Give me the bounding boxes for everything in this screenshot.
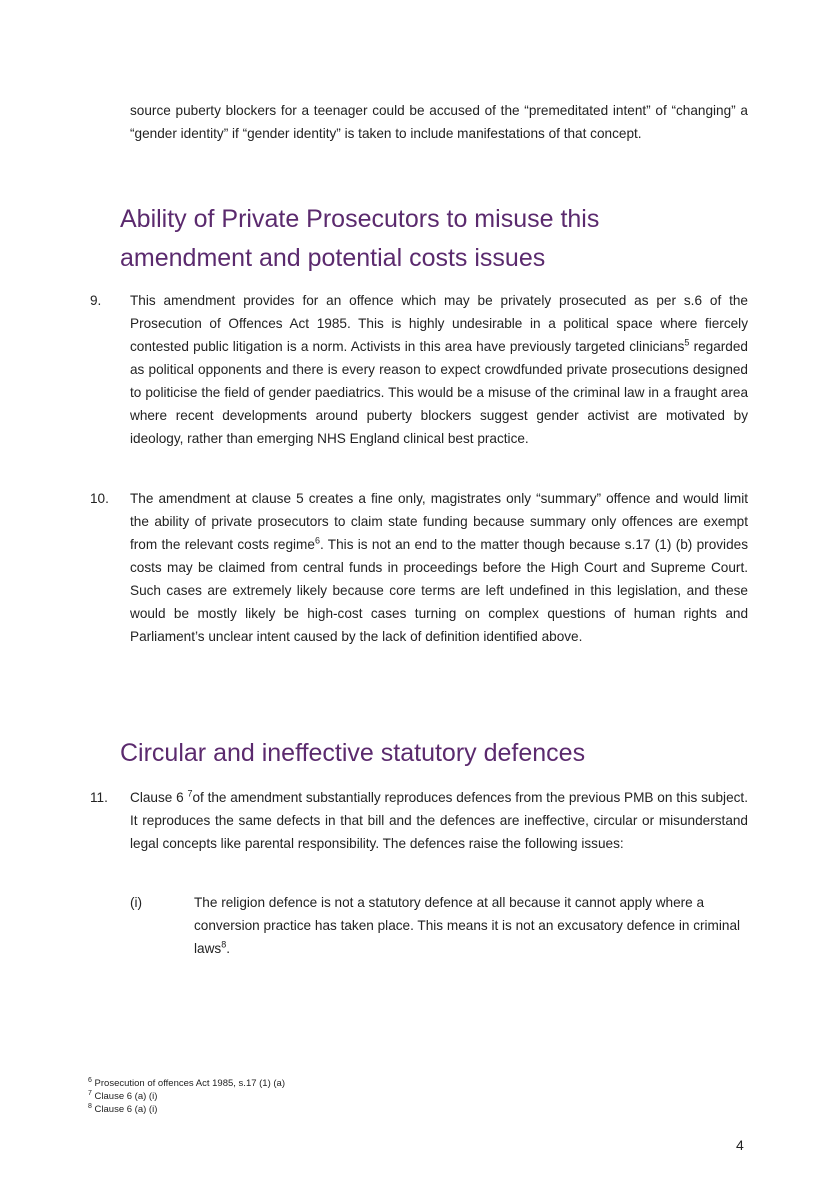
paragraph-number: 9. <box>90 293 102 308</box>
heading-line-1: Ability of Private Prosecutors to misuse this <box>120 205 600 233</box>
paragraph-text: Clause 6 <box>130 790 188 805</box>
sub-item-text: . <box>226 941 230 956</box>
intro-text: source puberty blockers for a teenager could be accused of the “premeditated intent” of “changing” a “gender identity” if “gender identity” is taken to include manifestations of that concept. <box>130 103 748 141</box>
intro-paragraph <box>130 99 748 145</box>
footnote-text: Clause 6 (a) (i) <box>91 1104 158 1115</box>
paragraph-10 <box>90 487 748 648</box>
footnote-reference[interactable]: 6 <box>314 535 320 546</box>
footnote-mark: 6 <box>88 1076 92 1084</box>
paragraph-body <box>130 289 748 450</box>
page-number: 4 <box>736 1137 744 1153</box>
footnote-text: Prosecution of offences Act 1985, s.17 (1) (a) <box>91 1078 286 1089</box>
footnote-reference[interactable]: 5 <box>684 337 690 348</box>
footnote-7 <box>88 1090 285 1103</box>
footnote-reference[interactable]: 8 <box>221 939 227 950</box>
sub-item-body <box>194 891 748 960</box>
sub-item-label: (i) <box>130 895 143 910</box>
section-heading-private-prosecutors <box>120 200 760 278</box>
paragraph-body <box>130 487 748 648</box>
sub-item-text: The religion defence is not a statutory defence at all because it cannot apply where a conversion practice has taken place. This means it is not an excusatory defence in criminal laws <box>194 895 741 956</box>
heading-text: Circular and ineffective statutory defences <box>120 739 586 767</box>
paragraph-number: 11. <box>90 790 108 805</box>
paragraph-text: of the amendment substantially reproduces defences from the previous PMB on this subject. It reproduces the same defects in that bill and the defences are ineffective, circular or misunderstand legal concepts like parental responsibility. The defences raise the following issues: <box>130 790 748 851</box>
sub-item-i <box>130 891 748 960</box>
footnote-text: Clause 6 (a) (i) <box>91 1091 158 1102</box>
paragraph-number: 10. <box>90 491 109 506</box>
footnote-mark: 8 <box>88 1102 92 1110</box>
section-heading-statutory-defences <box>120 734 760 773</box>
paragraph-text: regarded as political opponents and there is every reason to expect crowdfunded private prosecutions designed to politicise the field of gender paediatrics. This would be a misuse of the criminal law in a fraught area where recent developments around puberty blockers suggest gender activist are motivated by ideology, rather than emerging NHS England clinical best practice. <box>130 339 748 446</box>
footnotes <box>88 1077 285 1116</box>
footnote-6 <box>88 1077 285 1090</box>
paragraph-9 <box>90 289 748 450</box>
footnote-8 <box>88 1103 285 1116</box>
paragraph-text: . This is not an end to the matter though because s.17 (1) (b) provides costs may be claimed from central funds in proceedings before the High Court and Supreme Court. Such cases are extremely likely because core terms are left undefined in this legislation, and these would be mostly likely be high-cost cases turning on complex questions of human rights and Parliament’s unclear intent caused by the lack of definition identified above. <box>130 537 748 644</box>
heading-line-2: amendment and potential costs issues <box>120 244 546 272</box>
paragraph-body <box>130 786 748 855</box>
footnote-reference[interactable]: 7 <box>187 788 193 799</box>
paragraph-11 <box>90 786 748 855</box>
footnote-mark: 7 <box>88 1089 92 1097</box>
paragraph-text: This amendment provides for an offence which may be privately prosecuted as per s.6 of the Prosecution of Offences Act 1985. This is highly undesirable in a political space where fiercely contested public litigation is a norm. Activists in this area have previously targeted clinicians <box>130 293 748 354</box>
paragraph-text: The amendment at clause 5 creates a fine only, magistrates only “summary” offence and would limit the ability of private prosecutors to claim state funding because summary only offences are exempt from the relevant costs regime <box>130 491 748 552</box>
